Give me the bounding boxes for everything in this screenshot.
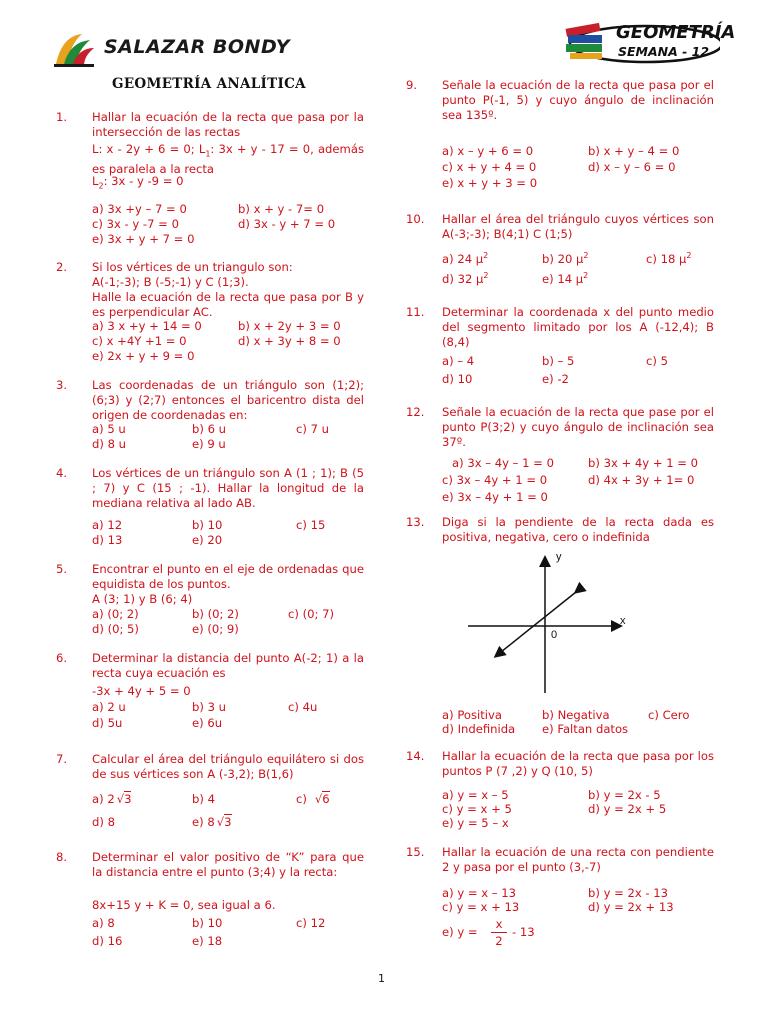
question-text: Hallar la ecuación de la recta que pasa por los puntos P (7 ,2) y Q (10, 5) [442, 749, 714, 779]
question-text: Determinar la distancia del punto A(-2; 1) a la recta cuya ecuación es [92, 651, 364, 681]
question-text: Calcular el área del triángulo equilátero si dos de sus vértices son A (-3,2); B(1,6) [92, 752, 364, 782]
option-c: c) 3x - y -7 = 0 [92, 217, 179, 231]
question-text: Si los vértices de un triangulo son: [92, 260, 293, 274]
option-b: b) y = 2x - 13 [588, 886, 669, 900]
option-a: a) 2 u [92, 700, 126, 714]
option-e: e) 20 [192, 533, 223, 547]
option-a: a) – 4 [442, 354, 475, 368]
option-d: d) x – y – 6 = 0 [588, 160, 676, 174]
question-number: 13. [406, 515, 425, 529]
option-e: e) Faltan datos [542, 722, 629, 736]
option-e: e) 3x – 4y + 1 = 0 [442, 490, 548, 504]
option-a: a) 24 $\mu^2$ [442, 251, 489, 266]
option-d: d) 3x - y + 7 = 0 [238, 217, 336, 231]
option-c: c) √6 [296, 792, 330, 806]
option-d: d) 8 [92, 815, 115, 829]
option-e: e) 9 u [192, 437, 226, 451]
option-d: d) 10 [442, 372, 473, 386]
question-number: 10. [406, 212, 425, 226]
option-c: c) x + y + 4 = 0 [442, 160, 537, 174]
option-c: c) 7 u [296, 422, 329, 436]
option-e: e) (0; 9) [192, 622, 239, 636]
option-d: d) 4x + 3y + 1= 0 [588, 473, 695, 487]
option-b: b) 4 [192, 792, 215, 806]
question-text-3: $L_2$: 3x - y -9 = 0 [92, 174, 184, 191]
option-a: a) 8 [92, 916, 115, 930]
option-a: a) 2 √3 [92, 792, 132, 806]
option-b: b) – 5 [542, 354, 575, 368]
sqrt-icon: √3 [216, 815, 232, 829]
option-d: d) y = 2x + 5 [588, 802, 667, 816]
question-number: 9. [406, 78, 418, 92]
question-text-2: -3x + 4y + 5 = 0 [92, 684, 191, 698]
option-a: a) y = x – 5 [442, 788, 509, 802]
option-b: b) 6 u [192, 422, 226, 436]
option-b: b) 3 u [192, 700, 226, 714]
sqrt-icon: √3 [116, 792, 132, 806]
question-text: Determinar la coordenada x del punto medio del segmento limitado por los A (-12,4); B (8,4) [442, 305, 714, 350]
option-b: b) Negativa [542, 708, 610, 722]
option-a: a) 3x – 4y – 1 = 0 [452, 456, 554, 470]
question-number: 6. [56, 651, 68, 665]
option-b: b) x + y – 4 = 0 [588, 144, 680, 158]
option-e: e) 8 √3 [192, 815, 232, 829]
question-number: 8. [56, 850, 68, 864]
option-b: b) x + 2y + 3 = 0 [238, 319, 341, 333]
fraction-denominator: 2 [495, 934, 503, 948]
question-text: Señale la ecuación de la recta que pase por el punto P(3;2) y cuyo ángulo de inclinación sea 37º. [442, 405, 714, 450]
option-e: e) x + y + 3 = 0 [442, 176, 538, 190]
question-number: 11. [406, 305, 425, 319]
option-d: d) 5u [92, 716, 123, 730]
badge-week: SEMANA - 12 [618, 44, 710, 59]
x-axis-label: x [620, 615, 626, 627]
option-e: e) 14 $\mu^2$ [542, 271, 589, 286]
option-d: d) x + 3y + 8 = 0 [238, 334, 341, 348]
option-a: a) Positiva [442, 708, 502, 722]
question-number: 1. [56, 110, 68, 124]
option-c: c) (0; 7) [288, 607, 334, 621]
question-number: 12. [406, 405, 425, 419]
option-a: a) y = x – 13 [442, 886, 517, 900]
question-text-2: 8x+15 y + K = 0, sea igual a 6. [92, 898, 276, 912]
option-c: c) y = x + 13 [442, 900, 520, 914]
option-e: e) 18 [192, 934, 223, 948]
question-number: 2. [56, 260, 68, 274]
option-b: b) (0; 2) [192, 607, 239, 621]
page-number: 1 [378, 972, 385, 985]
question-text: Los vértices de un triángulo son A (1 ; 1); B (5 ; 7) y C (15 ; -1). Hallar la longitud de la mediana relativa al lado AB. [92, 466, 364, 511]
question-text: Hallar el área del triángulo cuyos vértices son A(-3;-3); B(4;1) C (1;5) [442, 212, 714, 242]
question-text-2: A (3; 1) y B (6; 4) [92, 592, 193, 606]
brand-name: SALAZAR BONDY [104, 36, 291, 58]
question-number: 15. [406, 845, 425, 859]
option-e: e) 2x + y + 9 = 0 [92, 349, 195, 363]
question-number: 4. [56, 466, 68, 480]
option-c: c) 15 [296, 518, 326, 532]
option-a: a) 3 x +y + 14 = 0 [92, 319, 202, 333]
y-axis-label: y [556, 551, 562, 563]
option-b: b) 20 $\mu^2$ [542, 251, 589, 266]
option-a: a) x – y + 6 = 0 [442, 144, 534, 158]
option-e: e) 6u [192, 716, 223, 730]
question-number: 14. [406, 749, 425, 763]
option-c: c) 18 $\mu^2$ [646, 251, 692, 266]
question-number: 3. [56, 378, 68, 392]
question-text: Encontrar el punto en el eje de ordenadas que equidista de los puntos. [92, 562, 364, 592]
option-c: c) Cero [648, 708, 690, 722]
option-d: d) 13 [92, 533, 123, 547]
option-a: a) 12 [92, 518, 123, 532]
fraction-numerator: x [495, 917, 503, 931]
question-text: Señale la ecuación de la recta que pasa por el punto P(-1, 5) y cuyo ángulo de inclinación sea 135º. [442, 78, 714, 123]
school-crest-icon [52, 30, 96, 70]
question-text: Determinar el valor positivo de “K” para que la distancia entre el punto (3;4) y la recta: [92, 850, 364, 880]
option-d: d) y = 2x + 13 [588, 900, 674, 914]
origin-label: 0 [551, 629, 558, 641]
option-b: b) x + y - 7= 0 [238, 202, 325, 216]
question-text: Hallar la ecuación de la recta que pasa por la intersección de las rectas [92, 110, 364, 140]
question-number: 5. [56, 562, 68, 576]
course-badge [560, 18, 736, 64]
badge-title: GEOMETRÍA [616, 22, 736, 43]
option-a: a) (0; 2) [92, 607, 139, 621]
option-d: d) 32 $\mu^2$ [442, 271, 489, 286]
page-title: GEOMETRÍA ANALÍTICA [112, 76, 306, 92]
school-logo [52, 30, 292, 70]
option-d: d) 8 u [92, 437, 126, 451]
question-text-2: L: x - 2y + 6 = 0; $L_1$: 3x + y - 17 = 0, además es paralela a la recta [92, 142, 364, 176]
option-c: c) x +4Y +1 = 0 [92, 334, 187, 348]
question-text: Las coordenadas de un triángulo son (1;2); (6;3) y (2;7) entonces el baricentro dista del origen de coordenadas en: [92, 378, 364, 423]
option-e: e) 3x + y + 7 = 0 [92, 232, 195, 246]
question-number: 7. [56, 752, 68, 766]
sqrt-icon: √6 [314, 792, 330, 806]
option-c: c) 5 [646, 354, 668, 368]
question-text: Hallar la ecuación de una recta con pendiente 2 y pasa por el punto (3,-7) [442, 845, 714, 875]
option-d: d) Indefinida [442, 722, 516, 736]
option-c: c) y = x + 5 [442, 802, 512, 816]
option-b: b) 3x + 4y + 1 = 0 [588, 456, 699, 470]
option-d: d) 16 [92, 934, 123, 948]
option-d: d) (0; 5) [92, 622, 139, 636]
option-b: b) 10 [192, 916, 223, 930]
option-e: e) -2 [542, 372, 569, 386]
option-a: a) 5 u [92, 422, 126, 436]
question-text: Diga si la pendiente de la recta dada es positiva, negativa, cero o indefinida [442, 515, 714, 545]
question-text-2: A(-1;-3); B (-5;-1) y C (1;3). [92, 275, 249, 289]
option-b: b) 10 [192, 518, 223, 532]
question-text-3: Halle la ecuación de la recta que pasa por B y es perpendicular AC. [92, 290, 364, 320]
fraction-bar [491, 932, 507, 933]
option-c: c) 12 [296, 916, 326, 930]
option-a: a) 3x +y – 7 = 0 [92, 202, 187, 216]
option-c: c) 4u [288, 700, 318, 714]
option-b: b) y = 2x - 5 [588, 788, 661, 802]
option-e: e) y = 5 – x [442, 816, 509, 830]
option-e: e) y = [442, 925, 478, 939]
fraction-tail: - 13 [512, 925, 535, 939]
slope-graph [460, 548, 640, 698]
line-slope [496, 592, 576, 656]
option-c: c) 3x – 4y + 1 = 0 [442, 473, 548, 487]
